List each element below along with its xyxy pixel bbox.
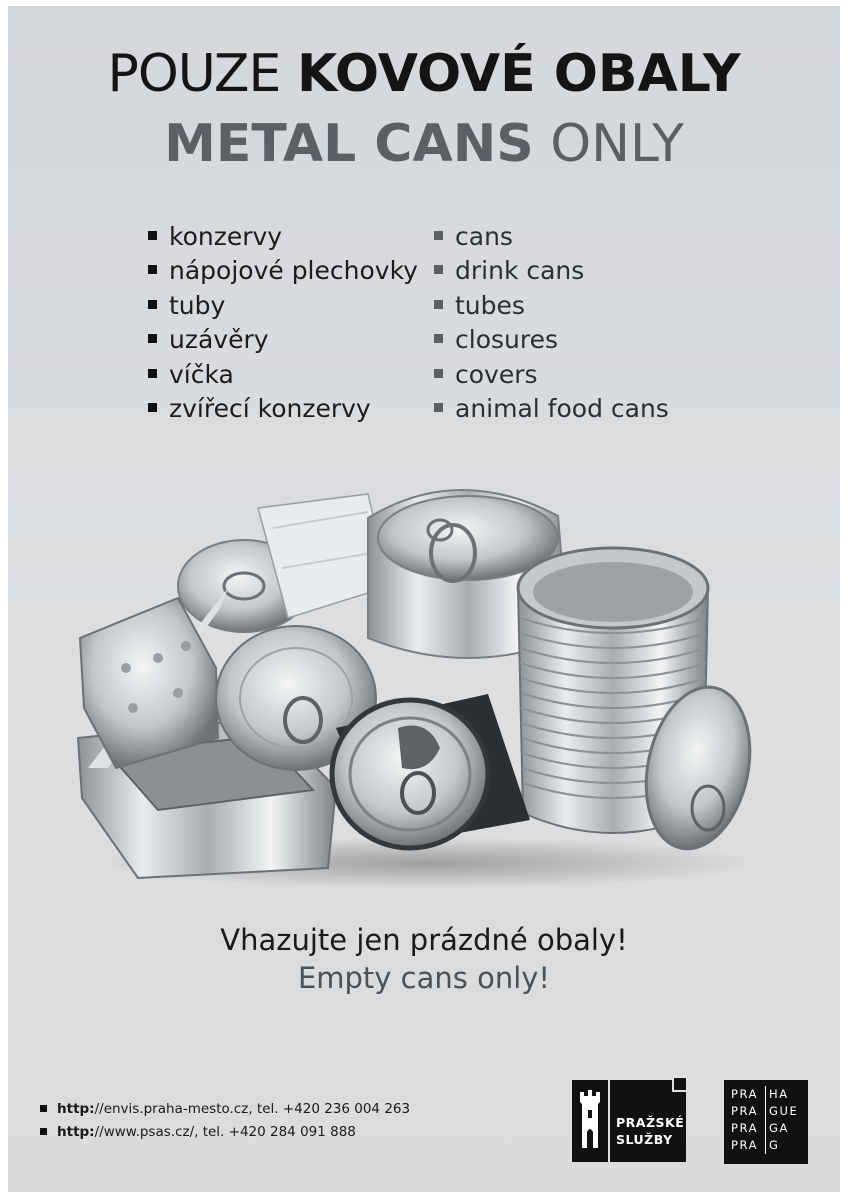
- list-item: animal food cans: [434, 392, 669, 426]
- bullet-icon: [434, 334, 443, 343]
- bullet-icon: [148, 403, 157, 412]
- bullet-icon: [148, 369, 157, 378]
- bullet-icon: [434, 300, 443, 309]
- item-list-czech: [148, 220, 418, 426]
- logo-row: PRA GUE: [731, 1104, 799, 1118]
- metal-cans-photo: [68, 468, 780, 888]
- title-line-czech: [8, 44, 840, 104]
- bullet-icon: [40, 1128, 47, 1135]
- list-item: tubes: [434, 289, 669, 323]
- logo-row: PRA HA: [731, 1087, 789, 1101]
- bullet-icon: [434, 231, 443, 240]
- logo-corner-square: [672, 1076, 688, 1092]
- logo-text-line: SLUŽBY: [616, 1132, 673, 1147]
- contact-protocol: http:: [57, 1101, 95, 1117]
- bullet-icon: [434, 403, 443, 412]
- title-light-word-en: ONLY: [550, 114, 684, 174]
- list-item: cans: [434, 220, 669, 254]
- logo-divider: [608, 1080, 610, 1162]
- bullet-icon: [148, 231, 157, 240]
- contact-details: //www.psas.cz/, tel. +420 284 091 888: [94, 1124, 356, 1140]
- logo-row: PRA G: [731, 1138, 780, 1152]
- list-item: covers: [434, 358, 669, 392]
- list-item: zvířecí konzervy: [148, 392, 418, 426]
- title-light-word: POUZE: [107, 44, 281, 104]
- contact-details: //envis.praha-mesto.cz, tel. +420 236 004 263: [94, 1101, 411, 1117]
- list-item: víčka: [148, 358, 418, 392]
- bullet-icon: [148, 265, 157, 274]
- list-item: konzervy: [148, 220, 418, 254]
- bullet-icon: [434, 369, 443, 378]
- prazske-sluzby-logo: [572, 1080, 686, 1162]
- title-bold-words: KOVOVÉ OBALY: [296, 44, 741, 104]
- slogan-czech: Vhazujte jen prázdné obaly!: [220, 923, 628, 957]
- logo-text: [616, 1114, 684, 1148]
- logo-row: PRA GA: [731, 1121, 789, 1135]
- contact-list: [40, 1098, 410, 1144]
- title-line-english: [8, 114, 840, 174]
- poster: [8, 6, 840, 1192]
- praha-city-logo: [724, 1080, 808, 1164]
- contact-line: [40, 1121, 410, 1144]
- contact-line: [40, 1098, 410, 1121]
- list-item: closures: [434, 323, 669, 357]
- contact-protocol: http:: [57, 1124, 95, 1140]
- bullet-icon: [148, 300, 157, 309]
- list-item: tuby: [148, 289, 418, 323]
- logo-text-line: PRAŽSKÉ: [616, 1115, 685, 1130]
- bullet-icon: [434, 265, 443, 274]
- list-item: nápojové plechovky: [148, 254, 418, 288]
- castle-tower-icon: [578, 1088, 602, 1154]
- slogan-english: Empty cans only!: [297, 961, 551, 995]
- list-item: uzávěry: [148, 323, 418, 357]
- bullet-icon: [40, 1105, 47, 1112]
- title-bold-words-en: METAL CANS: [164, 114, 534, 174]
- bullet-icon: [148, 334, 157, 343]
- list-item: drink cans: [434, 254, 669, 288]
- item-list-english: [434, 220, 669, 426]
